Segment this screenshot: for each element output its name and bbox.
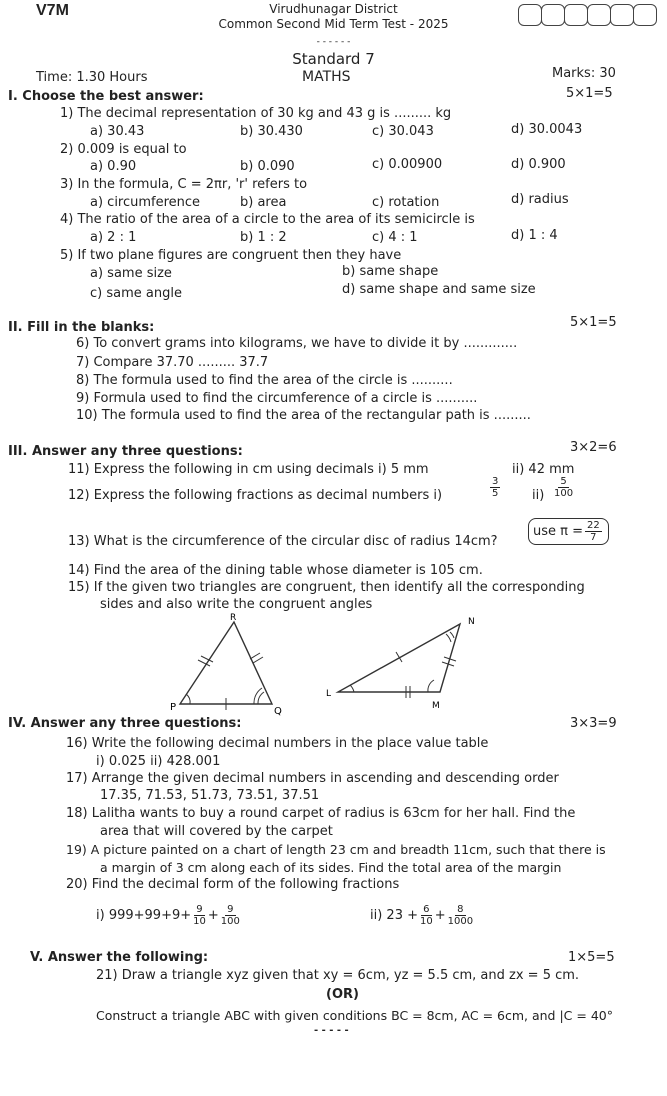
q12-text: 12) Express the following fractions as decimal numbers i) bbox=[68, 488, 443, 503]
triangle-lmn-figure bbox=[310, 612, 490, 712]
q18-text-continued: area that will covered by the carpet bbox=[100, 824, 333, 839]
q13-denominator: 7 bbox=[590, 532, 597, 543]
section-3-title: III. Answer any three questions: bbox=[8, 444, 243, 459]
section-5-title: V. Answer the following: bbox=[30, 950, 209, 965]
q2-option-b: b) 0.090 bbox=[240, 159, 295, 174]
q21-text: 21) Draw a triangle xyz given that xy = 6cm, yz = 5.5 cm, and zx = 5 cm. bbox=[96, 968, 580, 983]
q20-ii-integers: ii) 23 + bbox=[370, 908, 418, 923]
q3-option-c: c) rotation bbox=[372, 195, 440, 210]
tick-rq-2 bbox=[253, 657, 263, 663]
q17-values: 17.35, 71.53, 51.73, 73.51, 37.51 bbox=[100, 788, 320, 803]
q9-text: 9) Formula used to find the circumference of a circle is .......... bbox=[76, 391, 478, 406]
q6-text: 6) To convert grams into kilograms, we have to divide it by ............. bbox=[76, 336, 518, 351]
q13-numerator: 22 bbox=[587, 520, 600, 531]
angle-l-arc bbox=[350, 685, 354, 692]
angle-p-arc bbox=[186, 694, 190, 704]
subject-title: MATHS bbox=[302, 69, 351, 85]
q11-text: 11) Express the following in cm using decimals i) 5 mm bbox=[68, 462, 429, 477]
q19-text-continued: a margin of 3 cm along each of its sides. Find the total area of the margin bbox=[100, 860, 562, 875]
q20-ii-den-2: 1000 bbox=[447, 916, 474, 927]
angle-n-arc-1 bbox=[450, 632, 454, 638]
q2-text: 2) 0.009 is equal to bbox=[60, 142, 187, 157]
exam-title: Common Second Mid Term Test - 2025 bbox=[218, 17, 449, 31]
vertex-l-label: L bbox=[326, 689, 332, 699]
section-1-marks: 5×1=5 bbox=[566, 86, 613, 101]
q3-option-b: b) area bbox=[240, 195, 287, 210]
q1-option-d: d) 30.0043 bbox=[511, 122, 583, 137]
q1-text: 1) The decimal representation of 30 kg and 43 g is ......... kg bbox=[60, 106, 452, 121]
title-dashes: - - - - - - bbox=[316, 37, 351, 47]
q5-text: 5) If two plane figures are congruent then they have bbox=[60, 248, 402, 263]
q16-text: 16) Write the following decimal numbers in the place value table bbox=[66, 736, 489, 751]
section-2-marks: 5×1=5 bbox=[570, 315, 617, 330]
q20-ii-num-1: 6 bbox=[423, 904, 430, 915]
q5-option-c: c) same angle bbox=[90, 286, 182, 301]
angle-m-arc bbox=[428, 680, 434, 692]
district-title: Virudhunagar District bbox=[269, 2, 398, 16]
q12-ii-numerator: 5 bbox=[560, 476, 567, 487]
q20-ii-den-1: 10 bbox=[420, 916, 433, 927]
q15-text: 15) If the given two triangles are congruent, then identify all the corresponding bbox=[68, 580, 585, 595]
q12-fraction-i bbox=[488, 476, 502, 499]
q3-text: 3) In the formula, C = 2πr, 'r' refers to bbox=[60, 177, 308, 192]
marks-label: Marks: 30 bbox=[552, 66, 616, 81]
vertex-n-label: N bbox=[468, 617, 475, 627]
end-dashes: - - - - - bbox=[314, 1025, 349, 1036]
q12-ii-denominator: 100 bbox=[554, 488, 574, 499]
q2-option-d: d) 0.900 bbox=[511, 157, 566, 172]
q16-values: i) 0.025 ii) 428.001 bbox=[96, 754, 221, 769]
q4-option-d: d) 1 : 4 bbox=[511, 228, 558, 243]
q5-option-a: a) same size bbox=[90, 266, 172, 281]
q5-option-b: b) same shape bbox=[342, 264, 439, 279]
vertex-q-label: Q bbox=[274, 706, 282, 717]
q11-part-ii: ii) 42 mm bbox=[512, 462, 575, 477]
q19-text: 19) A picture painted on a chart of length 23 cm and breadth 11cm, such that there is bbox=[66, 842, 606, 857]
q20-i-plus: + bbox=[207, 908, 219, 923]
q4-text: 4) The ratio of the area of a circle to the area of its semicircle is bbox=[60, 212, 475, 227]
section-4-title: IV. Answer any three questions: bbox=[8, 716, 242, 731]
q12-i-denominator: 5 bbox=[492, 488, 499, 499]
vertex-r-label: R bbox=[230, 613, 237, 623]
q7-text: 7) Compare 37.70 ......... 37.7 bbox=[76, 355, 269, 370]
q3-option-d: d) radius bbox=[511, 192, 569, 207]
q12-part-ii-label: ii) bbox=[532, 488, 545, 503]
section-4-marks: 3×3=9 bbox=[570, 716, 617, 731]
q20-text: 20) Find the decimal form of the following fractions bbox=[66, 877, 400, 892]
q13-use-pi: use π = bbox=[533, 524, 583, 539]
q1-option-c: c) 30.043 bbox=[372, 124, 434, 139]
triangle-pqr-figure bbox=[160, 612, 280, 722]
register-number-boxes bbox=[518, 4, 656, 26]
q1-option-b: b) 30.430 bbox=[240, 124, 303, 139]
q4-option-a: a) 2 : 1 bbox=[90, 230, 137, 245]
q5-option-d: d) same shape and same size bbox=[342, 282, 536, 297]
q20-i-integers: i) 999+99+9+ bbox=[96, 908, 192, 923]
q20-ii-num-2: 8 bbox=[457, 904, 464, 915]
vertex-p-label: P bbox=[170, 702, 177, 713]
q13-text: 13) What is the circumference of the circular disc of radius 14cm? bbox=[68, 534, 498, 549]
q14-text: 14) Find the area of the dining table whose diameter is 105 cm. bbox=[68, 563, 483, 578]
q3-option-a: a) circumference bbox=[90, 195, 201, 210]
q2-option-a: a) 0.90 bbox=[90, 159, 137, 174]
paper-code: V7M bbox=[36, 2, 69, 19]
q2-option-c: c) 0.00900 bbox=[372, 157, 443, 172]
time-label: Time: 1.30 Hours bbox=[36, 70, 148, 85]
section-5-marks: 1×5=5 bbox=[568, 950, 615, 965]
q20-i-den-1: 10 bbox=[193, 916, 206, 927]
q12-fraction-ii bbox=[552, 476, 575, 499]
q20-i-den-2: 100 bbox=[220, 916, 240, 927]
q4-option-c: c) 4 : 1 bbox=[372, 230, 418, 245]
q12-i-numerator: 3 bbox=[492, 476, 499, 487]
q20-ii-plus: + bbox=[434, 908, 446, 923]
section-2-title: II. Fill in the blanks: bbox=[8, 320, 155, 335]
q13-pi-hint bbox=[528, 518, 609, 545]
q18-text: 18) Lalitha wants to buy a round carpet of radius is 63cm for her hall. Find the bbox=[66, 806, 576, 821]
q4-option-b: b) 1 : 2 bbox=[240, 230, 287, 245]
q8-text: 8) The formula used to find the area of the circle is .......... bbox=[76, 373, 453, 388]
or-label: (OR) bbox=[326, 987, 359, 1002]
q1-option-a: a) 30.43 bbox=[90, 124, 145, 139]
q20-part-ii bbox=[370, 904, 475, 927]
tick-rq-1 bbox=[250, 653, 260, 659]
section-3-marks: 3×2=6 bbox=[570, 440, 617, 455]
vertex-m-label: M bbox=[432, 701, 440, 711]
q10-text: 10) The formula used to find the area of the rectangular path is ......... bbox=[76, 408, 531, 423]
q17-text: 17) Arrange the given decimal numbers in ascending and descending order bbox=[66, 771, 559, 786]
q20-part-i bbox=[96, 904, 242, 927]
q21-alternative: Construct a triangle ABC with given conditions BC = 8cm, AC = 6cm, and |C = 40° bbox=[96, 1008, 613, 1023]
q20-i-num-1: 9 bbox=[196, 904, 203, 915]
q15-text-continued: sides and also write the congruent angles bbox=[100, 597, 373, 612]
section-1-title: I. Choose the best answer: bbox=[8, 89, 204, 104]
angle-n-arc-2 bbox=[446, 634, 451, 642]
standard-title: Standard 7 bbox=[292, 50, 375, 68]
q20-i-num-2: 9 bbox=[227, 904, 234, 915]
triangle-lmn bbox=[338, 624, 460, 692]
angle-q-arc-1 bbox=[258, 692, 264, 704]
